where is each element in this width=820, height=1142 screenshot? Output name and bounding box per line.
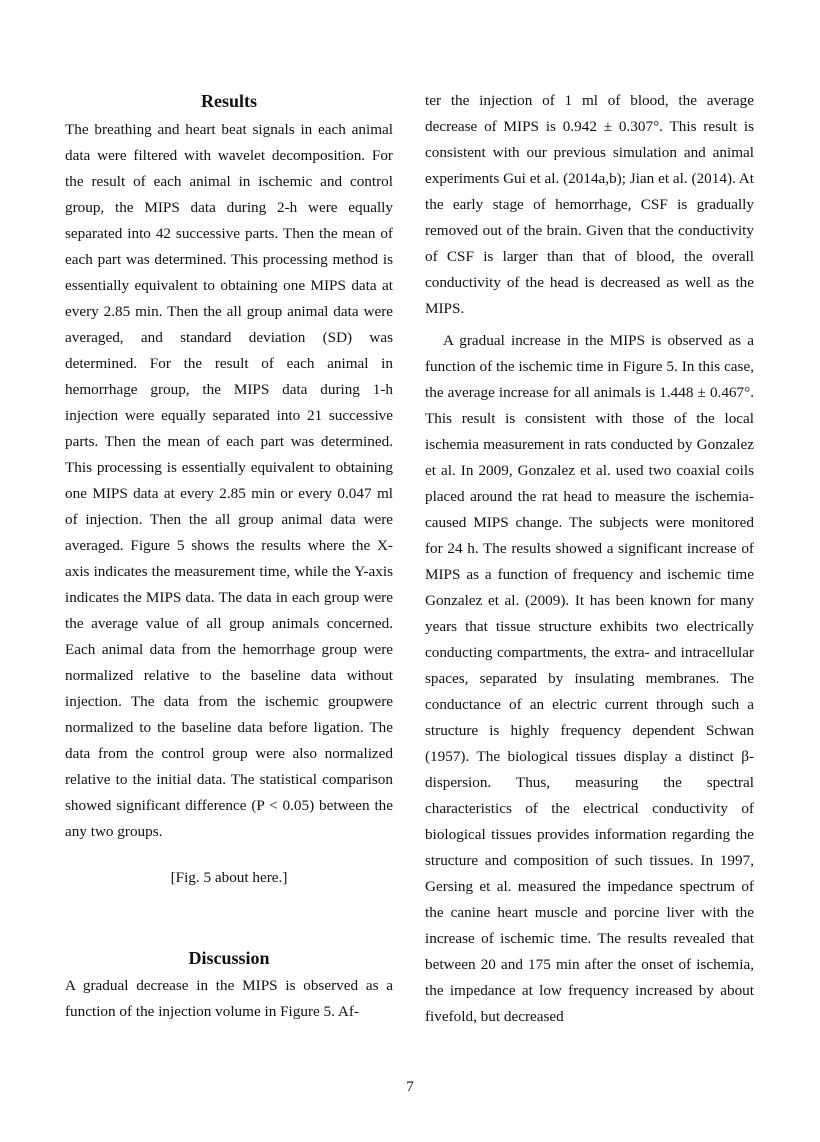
results-paragraph: The breathing and heart beat signals in each animal data were filtered with wavelet decomposition. For the result of each animal in ischemic and control group, the MIPS data during 2-h were equally separated into 42 successive parts. Then the mean of each part was determined. This processing method is essentially equivalent to obtaining one MIPS data at every 2.85 min. Then the all group animal data were averaged, and standard deviation (SD) was determined. For the result of each animal in hemorrhage group, the MIPS data during 1-h injection were equally separated into 21 successive parts. Then the mean of each part was determined. This processing is essentially equivalent to obtaining one MIPS data at every 2.85 min or every 0.047 ml of injection. Then the all group animal data were averaged. Figure 5 shows the results where the X-axis indicates the measurement time, while the Y-axis indicates the MIPS data. The data in each group were the average value of all group animals concerned. Each animal data from the hemorrhage group were normalized relative to the baseline data without injection. The data from the ischemic groupwere normalized to the baseline data before ligation. The data from the control group were also normalized relative to the initial data. The statistical comparison showed significant difference (P < 0.05) between the any two groups. (65, 121, 393, 840)
left-column (65, 88, 393, 1025)
figure-placeholder: [Fig. 5 about here.] (170, 869, 288, 886)
discussion-paragraph-start: A gradual decrease in the MIPS is observed as a function of the injection volume in Figure 5. Af- (65, 977, 393, 1020)
discussion-paragraph-continued: ter the injection of 1 ml of blood, the average decrease of MIPS is 0.942 ± 0.307°. This result is consistent with our previous simulation and animal experiments Gui et al. (2014a,b); Jian et al. (2014). At the early stage of hemorrhage, CSF is gradually removed out of the brain. Given that the conductivity of CSF is larger than that of blood, the overall conductivity of the head is decreased as well as the MIPS. (425, 92, 754, 317)
right-column (425, 88, 754, 1030)
discussion-paragraph-2: A gradual increase in the MIPS is observed as a function of the ischemic time in Figure 5. In this case, the average increase for all animals is 1.448 ± 0.467°. This result is consistent with those of the local ischemia measurement in rats conducted by Gonzalez et al. In 2009, Gonzalez et al. used two coaxial coils placed around the rat head to measure the ischemia-caused MIPS change. The subjects were monitored for 24 h. The results showed a significant increase of MIPS as a function of frequency and ischemic time Gonzalez et al. (2009). It has been known for many years that tissue structure exhibits two electrically conducting compartments, the extra- and intracellular spaces, separated by insulating membranes. The conductance of an electric current through such a structure is highly frequency dependent Schwan (1957). The biological tissues display a distinct β-dispersion. Thus, measuring the spectral characteristics of the electrical conductivity of biological tissues provides information regarding the structure and composition of such tissues. In 1997, Gersing et al. measured the impedance spectrum of the canine heart muscle and porcine liver with the increase of ischemic time. The results revealed that between 20 and 175 min after the onset of ischemia, the impedance at low frequency increased by about fivefold, but decreased (425, 332, 754, 1025)
page-number: 7 (406, 1078, 414, 1095)
discussion-heading: Discussion (188, 948, 270, 968)
results-heading: Results (200, 91, 257, 111)
